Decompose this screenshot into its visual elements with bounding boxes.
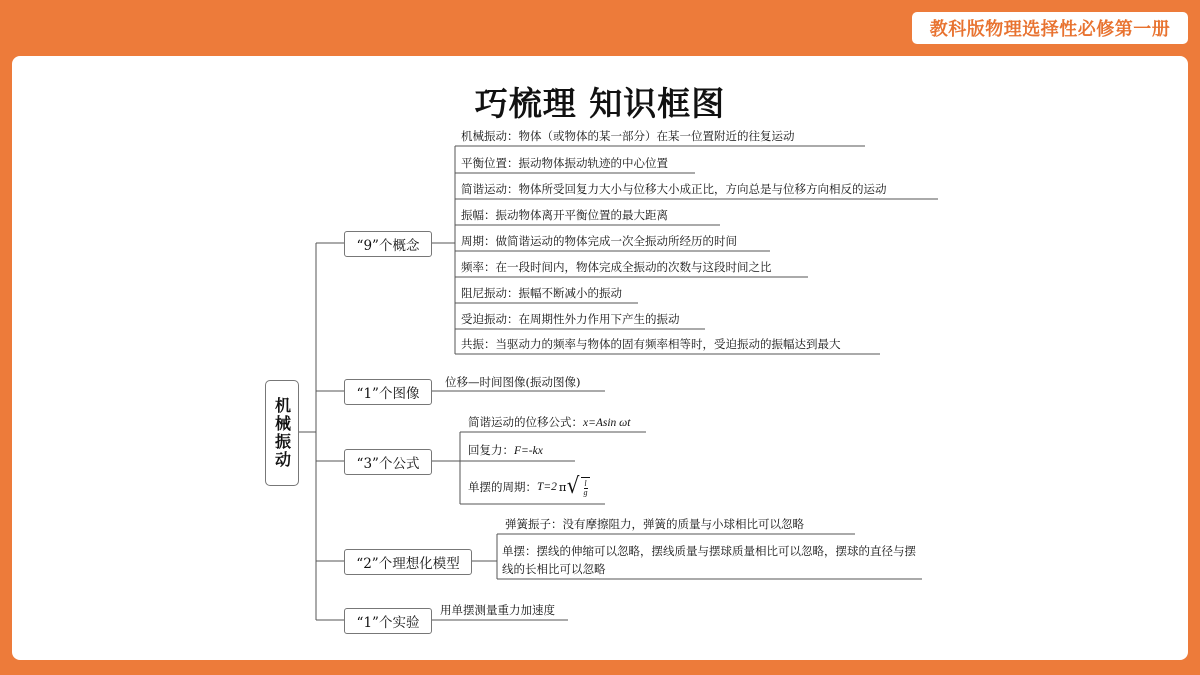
formula-displacement [468, 414, 631, 431]
formula-force-expr: F=-kx [514, 445, 543, 457]
formula-period-lhs: T=2 [537, 481, 557, 493]
category-concepts: “9”个概念 [344, 231, 432, 257]
model-item-spring-oscillator: 弹簧振子：没有摩擦阻力，弹簧的质量与小球相比可以忽略 [505, 517, 804, 531]
concept-item: 受迫振动：在周期性外力作用下产生的振动 [461, 312, 680, 326]
formula-period-text: 单摆的周期： [468, 480, 537, 494]
model-item-pendulum: 单摆：摆线的伸缩可以忽略，摆线质量与摆球质量相比可以忽略，摆球的直径与摆线的长相比可以忽略 [502, 544, 916, 576]
formula-displacement-expr: x=Asin ωt [583, 417, 631, 429]
fraction-numerator: l [584, 478, 587, 488]
concept-item: 共振：当驱动力的频率与物体的固有频率相等时，受迫振动的振幅达到最大 [461, 337, 841, 351]
textbook-badge: 教科版物理选择性必修第一册 [912, 12, 1188, 44]
page-title: 巧梳理 知识框图 [474, 84, 726, 123]
category-graph: “1”个图像 [344, 379, 432, 405]
concept-item: 频率：在一段时间内，物体完成全振动的次数与这段时间之比 [461, 260, 772, 274]
formula-pi-symbol: π [558, 480, 567, 494]
graph-item: 位移—时间图像(振动图像) [445, 375, 581, 389]
concept-item: 简谐运动：物体所受回复力大小与位移大小成正比，方向总是与位移方向相反的运动 [461, 182, 887, 196]
formula-pendulum-period [468, 476, 590, 498]
formula-restoring-force [468, 442, 543, 459]
fraction-denominator: g [583, 487, 588, 497]
experiment-item: 用单摆测量重力加速度 [440, 603, 555, 617]
sqrt-symbol: √ $\frac{l}{g}$ [567, 474, 588, 499]
formula-force-text: 回复力： [468, 443, 514, 457]
concept-item: 周期：做简谐运动的物体完成一次全振动所经历的时间 [461, 234, 737, 248]
root-node-mechanical-vibration: 机械振动 [265, 380, 299, 486]
category-ideal-models: “2”个理想化模型 [344, 549, 472, 575]
concept-item: 平衡位置：振动物体振动轨迹的中心位置 [461, 156, 668, 170]
concept-item: 机械振动：物体（或物体的某一部分）在某一位置附近的往复运动 [461, 129, 795, 143]
concept-item: 振幅：振动物体离开平衡位置的最大距离 [461, 208, 668, 222]
category-experiment: “1”个实验 [344, 608, 432, 634]
category-formulas: “3”个公式 [344, 449, 432, 475]
formula-displacement-text: 简谐运动的位移公式： [468, 415, 583, 429]
concept-item: 阻尼振动：振幅不断减小的振动 [461, 286, 622, 300]
